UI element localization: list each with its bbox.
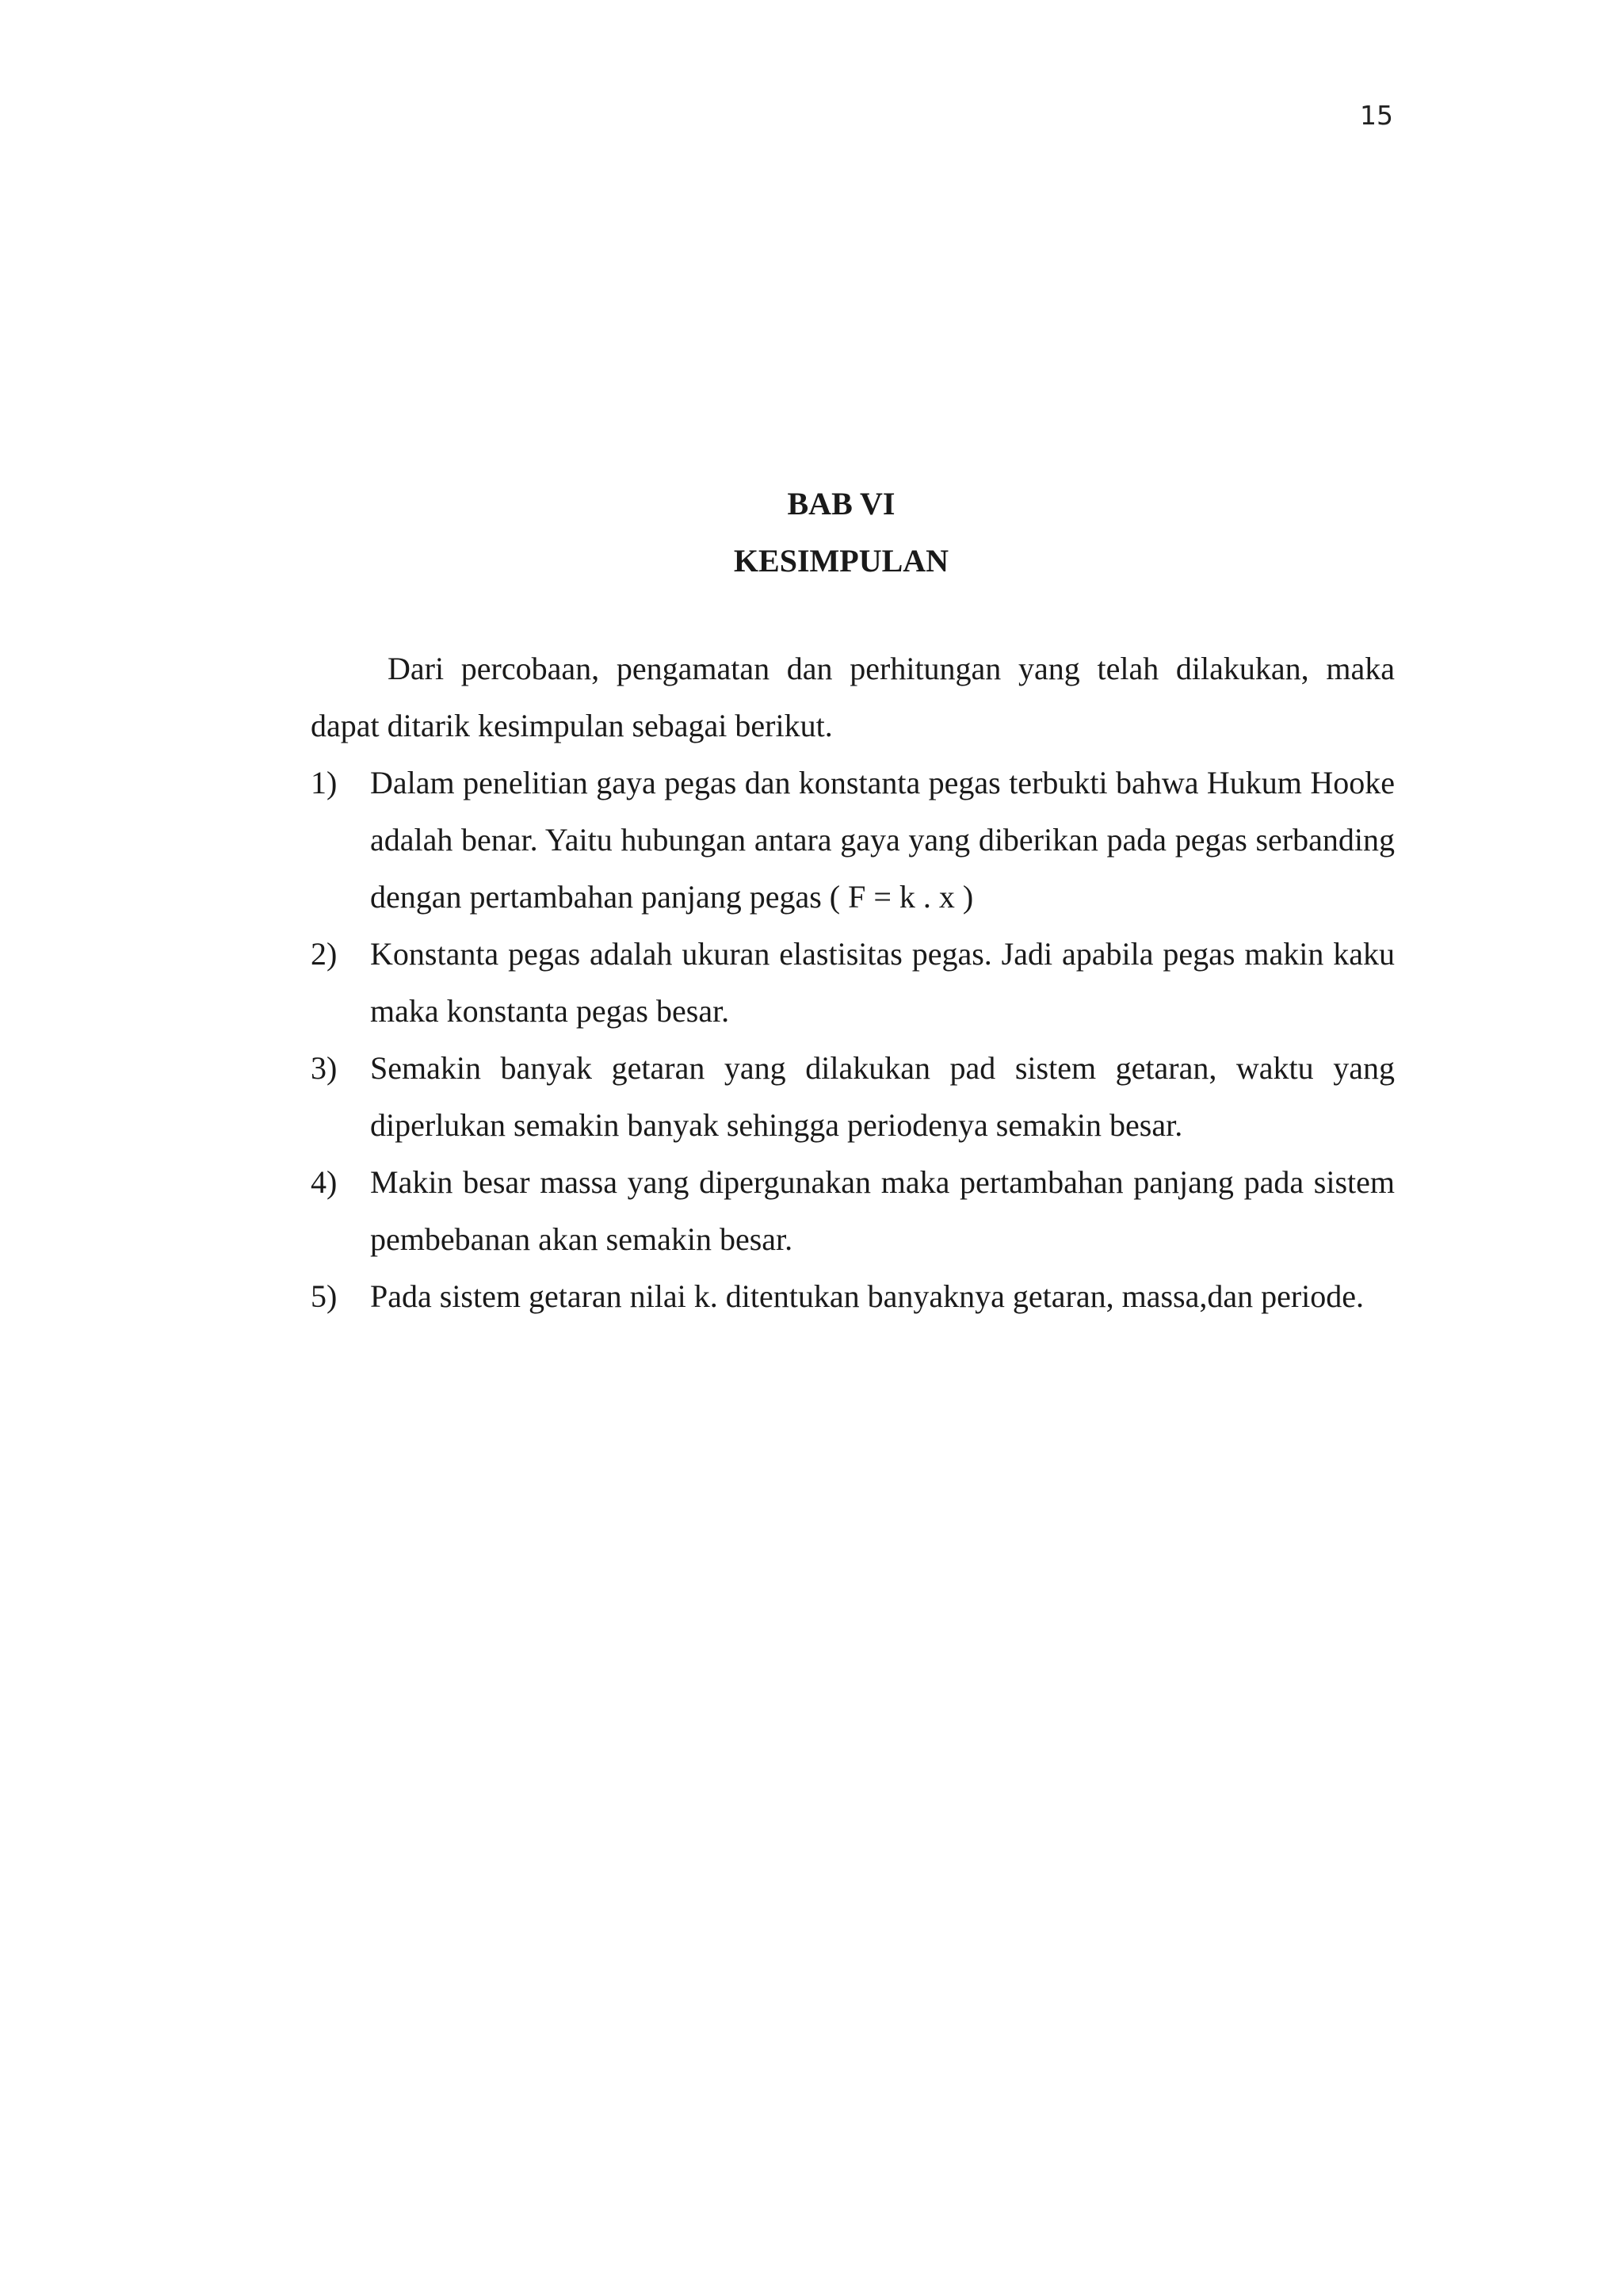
list-item-text: Dalam penelitian gaya pegas dan konstanta pegas terbukti bahwa Hukum Hooke adalah benar. Yaitu hubungan antara gaya yang diberikan pada pegas serbanding dengan pertambahan panjang pegas ( F = k . x ) (370, 765, 1395, 915)
list-item-text: Semakin banyak getaran yang dilakukan pad sistem getaran, waktu yang diperlukan semakin banyak sehingga periodenya semakin besar. (370, 1050, 1395, 1143)
list-item-number: 2) (311, 936, 338, 972)
list-item-text: Konstanta pegas adalah ukuran elastisitas pegas. Jadi apabila pegas makin kaku maka konstanta pegas besar. (370, 936, 1395, 1029)
list-item-text: Makin besar massa yang dipergunakan maka pertambahan panjang pada sistem pembebanan akan semakin besar. (370, 1164, 1395, 1257)
list-item (311, 1040, 1395, 1154)
chapter-label: BAB VI (787, 486, 896, 521)
chapter-heading (0, 476, 1623, 590)
list-item-number: 3) (311, 1050, 338, 1086)
chapter-title: KESIMPULAN (733, 543, 949, 579)
list-item-number: 1) (311, 765, 338, 800)
chapter-body (311, 640, 1395, 1325)
list-item (311, 926, 1395, 1040)
list-item (311, 1154, 1395, 1268)
list-item-number: 5) (311, 1278, 338, 1314)
list-item-number: 4) (311, 1164, 338, 1200)
conclusion-list (311, 755, 1395, 1325)
page-number: 15 (1360, 100, 1393, 131)
list-item (311, 755, 1395, 926)
list-item (311, 1268, 1395, 1325)
list-item-text: Pada sistem getaran nilai k. ditentukan banyaknya getaran, massa,dan periode. (370, 1278, 1365, 1314)
intro-paragraph: Dari percobaan, pengamatan dan perhitungan yang telah dilakukan, maka dapat ditarik kesimpulan sebagai berikut. (311, 651, 1395, 743)
